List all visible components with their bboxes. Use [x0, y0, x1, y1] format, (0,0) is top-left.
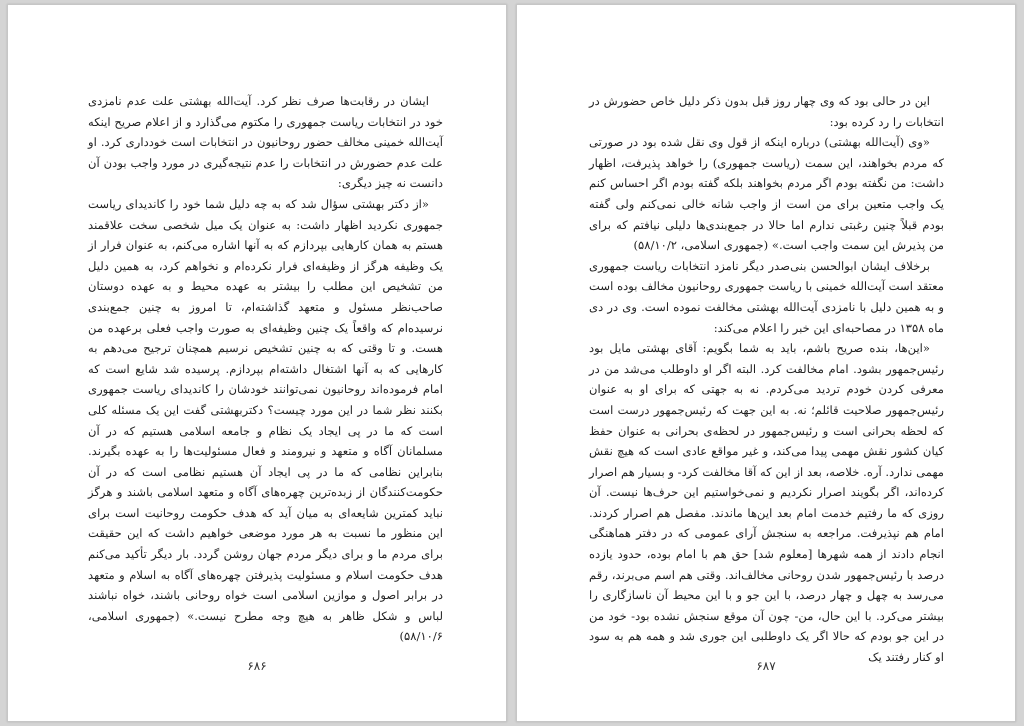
paragraph: ایشان در رقابت‌ها صرف نظر کرد. آیت‌الله بهشتی علت عدم نامزدی خود در انتخابات ریاست جمهوری را مکتوم می‌گذارد و از اعلام صریح اینکه آیت‌الله خمینی مخالف حضور روحانیون در انتخابات است خودداری کرد. او علت عدم حضورش در انتخابات را عدم نتیجه‌گیری در مورد واجب بودن آن دانست نه چیز دیگری:: [88, 94, 443, 191]
right-page: [516, 4, 1016, 722]
left-page: [7, 4, 507, 722]
paragraph: «از دکتر بهشتی سؤال شد که به چه دلیل شما خود را کاندیدای ریاست جمهوری نکردید اظهار داشت: به عنوان یک میل شخصی سخت علاقمند هستم به همان کارهایی بپردازم که به آنها اشاره می‌کنم، به عنوان فرار از یک وظیفه هرگز از وظیفه‌ای فرار نکرده‌ام و نخواهم کرد، به همین دلیل من تشخیص این مطلب را بیشتر به عهده محیط و به عهده دوستان صاحب‌نظر مسئول و متعهد گذاشته‌ام، تا امروز به چنین جمع‌بندی نرسیده‌ام که واقعاً یک چنین وظیفه‌ای به صورت واجب فعلی برعهده من هست. و تا وقتی که به چنین تشخیص نرسیم همچنان ترجیح می‌دهم به کارهایی که به آنها اشتغال داشته‌ام بپردازم. پرسیده شد شایع است که امام فرموده‌اند روحانیون نمی‌توانند خودشان را کاندیدای ریاست جمهوری بکنند نظر شما در این مورد چیست؟ دکتربهشتی گفت این یک مسئله کلی است که ما در پی ایجاد یک نظام و جامعه اسلامی هستیم که در آن مسلمانان آگاه و متعهد و نیرومند و فعال مسئولیت‌ها را به عهده بگیرند. بنابراین نظامی که ما در پی ایجاد آن هستیم نظامی است که در آن حکومت‌کنندگان از زبده‌ترین چهره‌های آگاه و متعهد اسلامی باشند و هرگز نباید کمترین شایعه‌ای به میان آید که هدف حکومت روحانیت است برای این منظور ما نسبت به هر مورد موضعی خواهیم داشت که این حقیقت برای مردم ما و برای دیگر مردم جهان روشن گردد. بار دیگر تأکید می‌کنم هدف حکومت اسلام و مسئولیت پذیرفتن چهره‌های آگاه به اسلام و متعهد در برابر اصول و موازین اسلامی است خواه روحانی باشند، خواه نباشند لباس و شکل ظاهر به هیچ وجه مطرح نیست.» (جمهوری اسلامی، ۵۸/۱۰/۶): [88, 196, 443, 644]
paragraph: «وی (آیت‌الله بهشتی) درباره اینکه از قول وی نقل شده بود در صورتی که مردم بخواهند، این سمت (ریاست جمهوری) را خواهد پذیرفت، اظهار داشت: من نگفته بودم اگر مردم بخواهند بلکه گفته بودم اگر احساس کنم یک واجب متعین برای من است از واجب شانه خالی نمی‌کنم ولی گفته بودم قبلاً چنین رغبتی ندارم اما حالا در جمع‌بندی‌ها دلیلی نیافتم که برای من پذیرش این سمت واجب است.» (جمهوری اسلامی، ۵۸/۱۰/۲): [589, 135, 944, 253]
page-number: ۶۸۶: [247, 659, 267, 673]
paragraph: برخلاف ایشان ابوالحسن بنی‌صدر دیگر نامزد انتخابات ریاست جمهوری معتقد است آیت‌الله خمینی با ریاست جمهوری روحانیون مخالف بوده است و به همین دلیل با نامزدی آیت‌الله بهشتی مخالفت نموده است. وی در دی ماه ۱۳۵۸ در مصاحبه‌ای این خبر را اعلام می‌کند:: [589, 258, 944, 335]
right-page-text: [589, 91, 944, 668]
page-number: ۶۸۷: [756, 659, 776, 673]
paragraph: «این‌ها، بنده صریح باشم، باید به شما بگویم: آقای بهشتی مایل بود رئیس‌جمهور بشود. امام مخالفت کرد. البته اگر او داوطلب می‌شد من در معرفی کردن خودم تردید می‌کردم. نه به جهتی که برای او به عنوان رئیس‌جمهور صلاحیت قائلم؛ نه. به این جهت که رئیس‌جمهور درست است که لحظه بحرانی است و رئیس‌جمهور در لحظه‌ی بحرانی به عنوان حفظ کیان کشور نقش مهمی پیدا می‌کند، و غیر مواقع عادی است که هیچ نقش مهمی ندارد. آره. خلاصه، بعد از این که آقا مخالفت کرد- و بسیار هم اصرار کرده‌اند، اگر بگویند اصرار نکردیم و نمی‌خواستیم این حرف‌ها نیست. آن روزی که ما رفتیم خدمت امام بعد این‌ها ماندند. مفصل هم اصرار کردند. امام هم نپذیرفت. مراجعه به سنجش آرای عمومی که در دفتر هماهنگی انجام دادند از همه شهرها [معلوم شد] حق هم با امام بوده، حدود یازده درصد با رئیس‌جمهور شدن روحانی مخالف‌اند. وقتی هم اسم می‌برند، رقم می‌رسد به چهل و چهار درصد، با این جو و با این محیط آن ناسازگاری را بیشتر می‌کرد. با این حال، من- چون آن موقع سنجش نشده بود- خود من در این جو بودم که حالا اگر یک داوطلبی این جوری شد و همه هم به سود او کنار رفتند یک: [589, 341, 944, 665]
paragraph: این در حالی بود که وی چهار روز قبل بدون ذکر دلیل خاص حضورش در انتخابات را رد کرده بود:: [589, 94, 944, 129]
left-page-text: [88, 91, 443, 647]
